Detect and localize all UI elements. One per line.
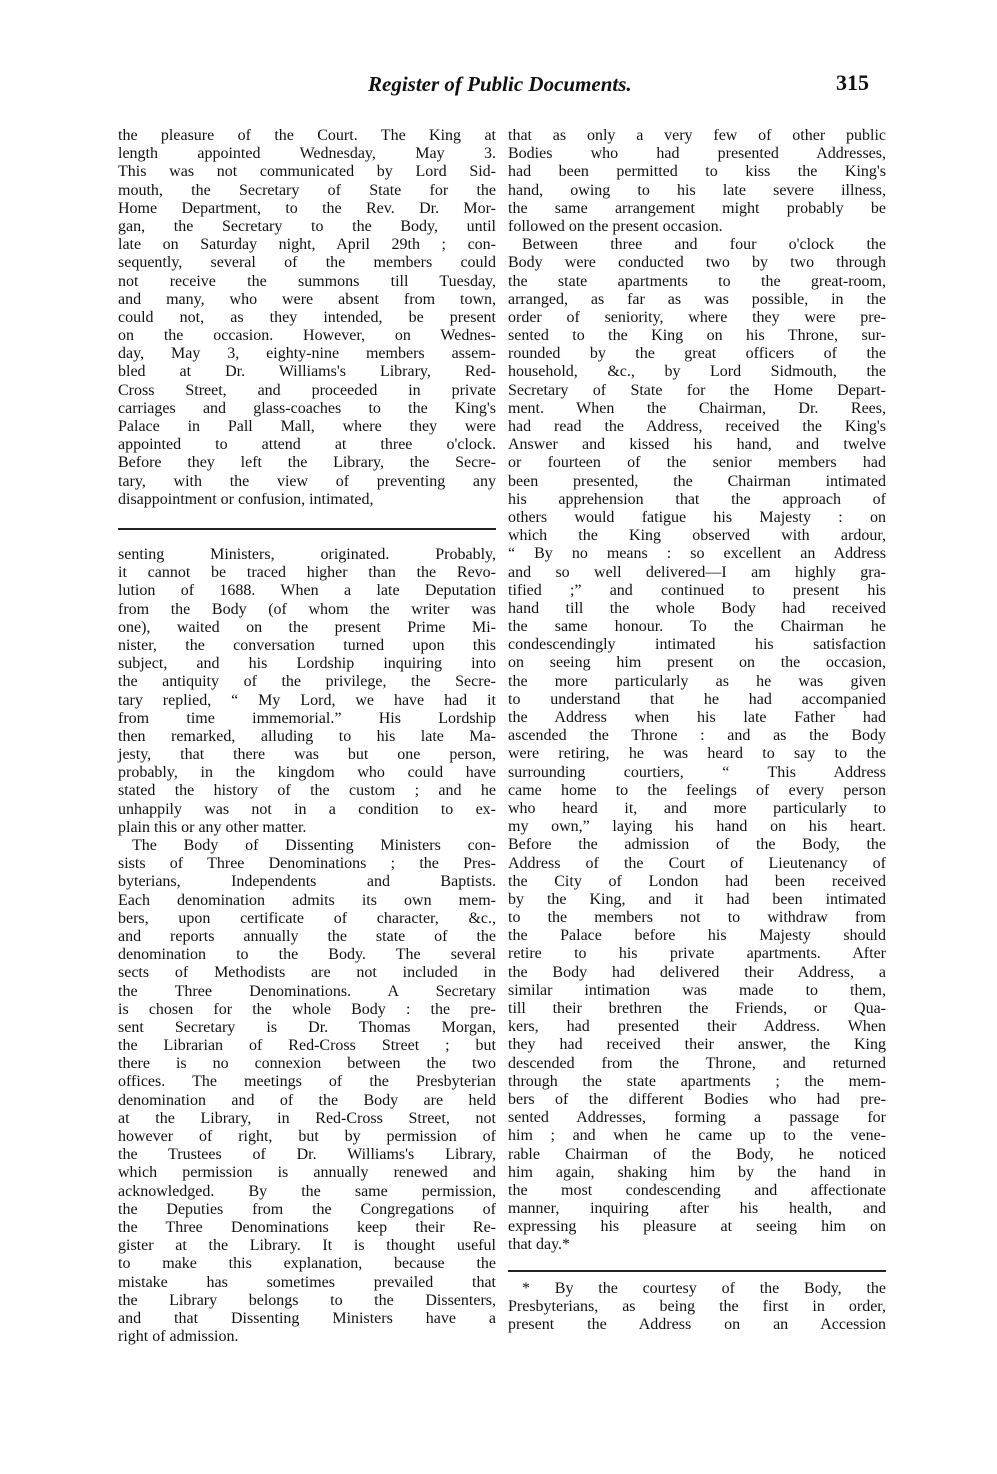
text-line: nister, the conversation turned upon this bbox=[118, 636, 496, 654]
left-column-top bbox=[118, 127, 496, 509]
text-line: had been permitted to kiss the King's bbox=[508, 163, 886, 181]
text-line: my own,” laying his hand on his heart. bbox=[508, 818, 886, 836]
page-number: 315 bbox=[836, 70, 869, 95]
text-line: hand, owing to his late severe illness, bbox=[508, 181, 886, 199]
text-line: * By the courtesy of the Body, the bbox=[522, 1280, 886, 1297]
text-line: Each denomination admits its own mem- bbox=[118, 891, 496, 909]
text-line: tary replied, “ My Lord, we have had it bbox=[118, 691, 496, 709]
text-line: they had received their answer, the King bbox=[508, 1036, 886, 1054]
text-line: probably, in the kingdom who could have bbox=[118, 764, 496, 782]
text-line: Bodies who had presented Addresses, bbox=[508, 145, 886, 163]
text-line: who heard it, and more particularly to bbox=[508, 799, 886, 817]
text-line: through the state apartments ; the mem- bbox=[508, 1072, 886, 1090]
text-line: however of right, but by permission of bbox=[118, 1128, 496, 1145]
text-line: the Body had delivered their Address, a bbox=[508, 963, 886, 981]
right-footnote bbox=[508, 1280, 886, 1335]
text-line: the same arrangement might probably be bbox=[508, 199, 886, 217]
text-line: Palace in Pall Mall, where they were bbox=[118, 418, 496, 435]
text-line: tified ;” and continued to present his bbox=[508, 581, 886, 599]
text-line: to understand that he had accompanied bbox=[508, 690, 886, 708]
text-line: arranged, as far as was possible, in the bbox=[508, 290, 886, 308]
text-line: sequently, several of the members could bbox=[118, 254, 496, 272]
text-line: retire to his private apartments. After bbox=[508, 945, 886, 963]
text-line: household, &c., by Lord Sidmouth, the bbox=[508, 363, 886, 381]
text-line: gan, the Secretary to the Body, until bbox=[118, 217, 496, 235]
text-line: the Three Denominations. A Secretary bbox=[118, 982, 496, 1000]
text-line: at the Library, in Red-Cross Street, not bbox=[118, 1109, 496, 1127]
text-line: senting Ministers, originated. Probably, bbox=[118, 546, 496, 563]
text-line: it cannot be traced higher than the Revo- bbox=[118, 564, 496, 582]
text-line: been presented, the Chairman intimated bbox=[508, 472, 886, 490]
text-line: others would fatigue his Majesty : on bbox=[508, 508, 886, 526]
text-line: hand till the whole Body had received bbox=[508, 599, 886, 617]
text-line: sent Secretary is Dr. Thomas Morgan, bbox=[118, 1018, 496, 1036]
text-line: Between three and four o'clock the bbox=[522, 236, 886, 254]
text-line: the Address when his late Father had bbox=[508, 709, 886, 726]
text-line: sented Addresses, forming a passage for bbox=[508, 1109, 886, 1127]
text-line: similar intimation was made to them, bbox=[508, 981, 886, 999]
text-line: him ; and when he came up to the vene- bbox=[508, 1127, 886, 1145]
text-line: to the members not to withdraw from bbox=[508, 909, 886, 927]
text-line: there is no connexion between the two bbox=[118, 1055, 496, 1073]
text-line: and many, who were absent from town, bbox=[118, 290, 496, 308]
text-line: one), waited on the present Prime Mi- bbox=[118, 618, 496, 636]
text-line: stated the history of the custom ; and he bbox=[118, 782, 496, 800]
text-line: the most condescending and affectionate bbox=[508, 1181, 886, 1199]
text-line: him again, shaking him by the hand in bbox=[508, 1163, 886, 1181]
text-line: the same honour. To the Chairman he bbox=[508, 618, 886, 636]
text-line: This was not communicated by Lord Sid- bbox=[118, 163, 496, 181]
text-line: which permission is annually renewed and bbox=[118, 1164, 496, 1182]
text-line: carriages and glass-coaches to the King's bbox=[118, 399, 496, 417]
text-line: sists of Three Denominations ; the Pres- bbox=[118, 855, 496, 873]
text-line: disappointment or confusion, intimated, bbox=[118, 490, 374, 508]
text-line: then remarked, alluding to his late Ma- bbox=[118, 727, 496, 745]
right-column bbox=[508, 127, 886, 1255]
text-line: which the King observed with ardour, bbox=[508, 527, 886, 545]
text-line: or fourteen of the senior members had bbox=[508, 454, 886, 472]
text-line: The Body of Dissenting Ministers con- bbox=[132, 837, 496, 854]
text-line: bled at Dr. Williams's Library, Red- bbox=[118, 363, 496, 381]
text-line: bers, upon certificate of character, &c., bbox=[118, 909, 496, 927]
text-line: the Library belongs to the Dissenters, bbox=[118, 1291, 496, 1309]
text-line: could not, as they intended, be present bbox=[118, 308, 496, 326]
text-line: his apprehension that the approach of bbox=[508, 490, 886, 508]
text-line: byterians, Independents and Baptists. bbox=[118, 873, 496, 891]
text-line: Answer and kissed his hand, and twelve bbox=[508, 436, 886, 454]
text-line: kers, had presented their Address. When bbox=[508, 1018, 886, 1036]
text-line: length appointed Wednesday, May 3. bbox=[118, 145, 496, 163]
text-line: Address of the Court of Lieutenancy of bbox=[508, 854, 886, 872]
text-line: that as only a very few of other public bbox=[508, 127, 886, 144]
text-line: the antiquity of the privilege, the Secre- bbox=[118, 673, 496, 691]
text-line: rable Chairman of the Body, he noticed bbox=[508, 1145, 886, 1163]
text-line: Presbyterians, as being the first in order, bbox=[508, 1298, 886, 1316]
text-line: denomination and of the Body are held bbox=[118, 1091, 496, 1109]
text-line: till their brethren the Friends, or Qua- bbox=[508, 1000, 886, 1017]
text-line: tary, with the view of preventing any bbox=[118, 472, 496, 490]
text-line: manner, inquiring after his health, and bbox=[508, 1200, 886, 1218]
text-line: offices. The meetings of the Presbyterian bbox=[118, 1073, 496, 1091]
text-line: to make this explanation, because the bbox=[118, 1255, 496, 1273]
text-line: the Trustees of Dr. Williams's Library, bbox=[118, 1146, 496, 1164]
text-line: the more particularly as he was given bbox=[508, 672, 886, 690]
text-line: Home Department, to the Rev. Dr. Mor- bbox=[118, 199, 496, 217]
text-line: and reports annually the state of the bbox=[118, 927, 496, 945]
text-line: from the Body (of whom the writer was bbox=[118, 600, 496, 618]
text-line: subject, and his Lordship inquiring into bbox=[118, 655, 496, 673]
text-line: condescendingly intimated his satisfaction bbox=[508, 636, 886, 654]
text-line: acknowledged. By the same permission, bbox=[118, 1182, 496, 1200]
text-line: order of seniority, where they were pre- bbox=[508, 308, 886, 326]
text-line: the state apartments to the great-room, bbox=[508, 272, 886, 290]
text-line: ment. When the Chairman, Dr. Rees, bbox=[508, 399, 886, 417]
left-column-footnote bbox=[118, 546, 496, 1346]
text-line: by the King, and it had been intimated bbox=[508, 890, 886, 908]
text-line: on the occasion. However, on Wednes- bbox=[118, 327, 496, 345]
text-line: jesty, that there was but one person, bbox=[118, 746, 496, 764]
text-line: not receive the summons till Tuesday, bbox=[118, 272, 496, 290]
text-line: bers of the different Bodies who had pre- bbox=[508, 1090, 886, 1108]
text-line: ascended the Throne : and as the Body bbox=[508, 727, 886, 745]
text-line: right of admission. bbox=[118, 1328, 239, 1346]
text-line: surrounding courtiers, “ This Address bbox=[508, 763, 886, 781]
text-line: late on Saturday night, April 29th ; con- bbox=[118, 236, 496, 254]
text-line: mistake has sometimes prevailed that bbox=[118, 1273, 496, 1291]
text-line: sented to the King on his Throne, sur- bbox=[508, 327, 886, 345]
text-line: Body were conducted two by two through bbox=[508, 254, 886, 272]
text-line: “ By no means : so excellent an Address bbox=[508, 545, 886, 563]
text-line: Before the admission of the Body, the bbox=[508, 836, 886, 854]
text-line: had read the Address, received the King's bbox=[508, 418, 886, 435]
text-line: the Palace before his Majesty should bbox=[508, 927, 886, 945]
text-line: gister at the Library. It is thought useful bbox=[118, 1237, 496, 1255]
text-line: Secretary of State for the Home Depart- bbox=[508, 381, 886, 399]
text-line: and so well delivered—I am highly gra- bbox=[508, 563, 886, 581]
text-line: rounded by the great officers of the bbox=[508, 345, 886, 363]
text-line: the Three Denominations keep their Re- bbox=[118, 1218, 496, 1236]
footnote-rule bbox=[508, 1270, 886, 1272]
text-line: from time immemorial.” His Lordship bbox=[118, 709, 496, 727]
text-line: the pleasure of the Court. The King at bbox=[118, 127, 496, 144]
text-line: the City of London had been received bbox=[508, 872, 886, 890]
text-line: present the Address on an Accession bbox=[508, 1316, 886, 1334]
text-line: appointed to attend at three o'clock. bbox=[118, 436, 496, 454]
text-line: Cross Street, and proceeded in private bbox=[118, 381, 496, 399]
footnote-rule bbox=[118, 528, 496, 530]
text-line: unhappily was not in a condition to ex- bbox=[118, 800, 496, 818]
text-line: on seeing him present on the occasion, bbox=[508, 654, 886, 672]
text-line: sects of Methodists are not included in bbox=[118, 964, 496, 982]
running-header: Register of Public Documents. bbox=[368, 72, 632, 96]
text-line: expressing his pleasure at seeing him on bbox=[508, 1218, 886, 1236]
text-line: Before they left the Library, the Secre- bbox=[118, 454, 496, 472]
text-line: and that Dissenting Ministers have a bbox=[118, 1309, 496, 1327]
text-line: day, May 3, eighty-nine members assem- bbox=[118, 345, 496, 363]
text-line: descended from the Throne, and returned bbox=[508, 1054, 886, 1072]
text-line: were retiring, he was heard to say to the bbox=[508, 745, 886, 763]
text-line: plain this or any other matter. bbox=[118, 818, 307, 836]
text-line: lution of 1688. When a late Deputation bbox=[118, 582, 496, 600]
text-line: the Deputies from the Congregations of bbox=[118, 1200, 496, 1218]
text-line: the Librarian of Red-Cross Street ; but bbox=[118, 1037, 496, 1055]
text-line: followed on the present occasion. bbox=[508, 217, 723, 235]
text-line: that day.* bbox=[508, 1236, 571, 1254]
text-line: denomination to the Body. The several bbox=[118, 946, 496, 964]
text-line: is chosen for the whole Body : the pre- bbox=[118, 1000, 496, 1018]
text-line: mouth, the Secretary of State for the bbox=[118, 181, 496, 199]
text-line: came home to the feelings of every person bbox=[508, 781, 886, 799]
